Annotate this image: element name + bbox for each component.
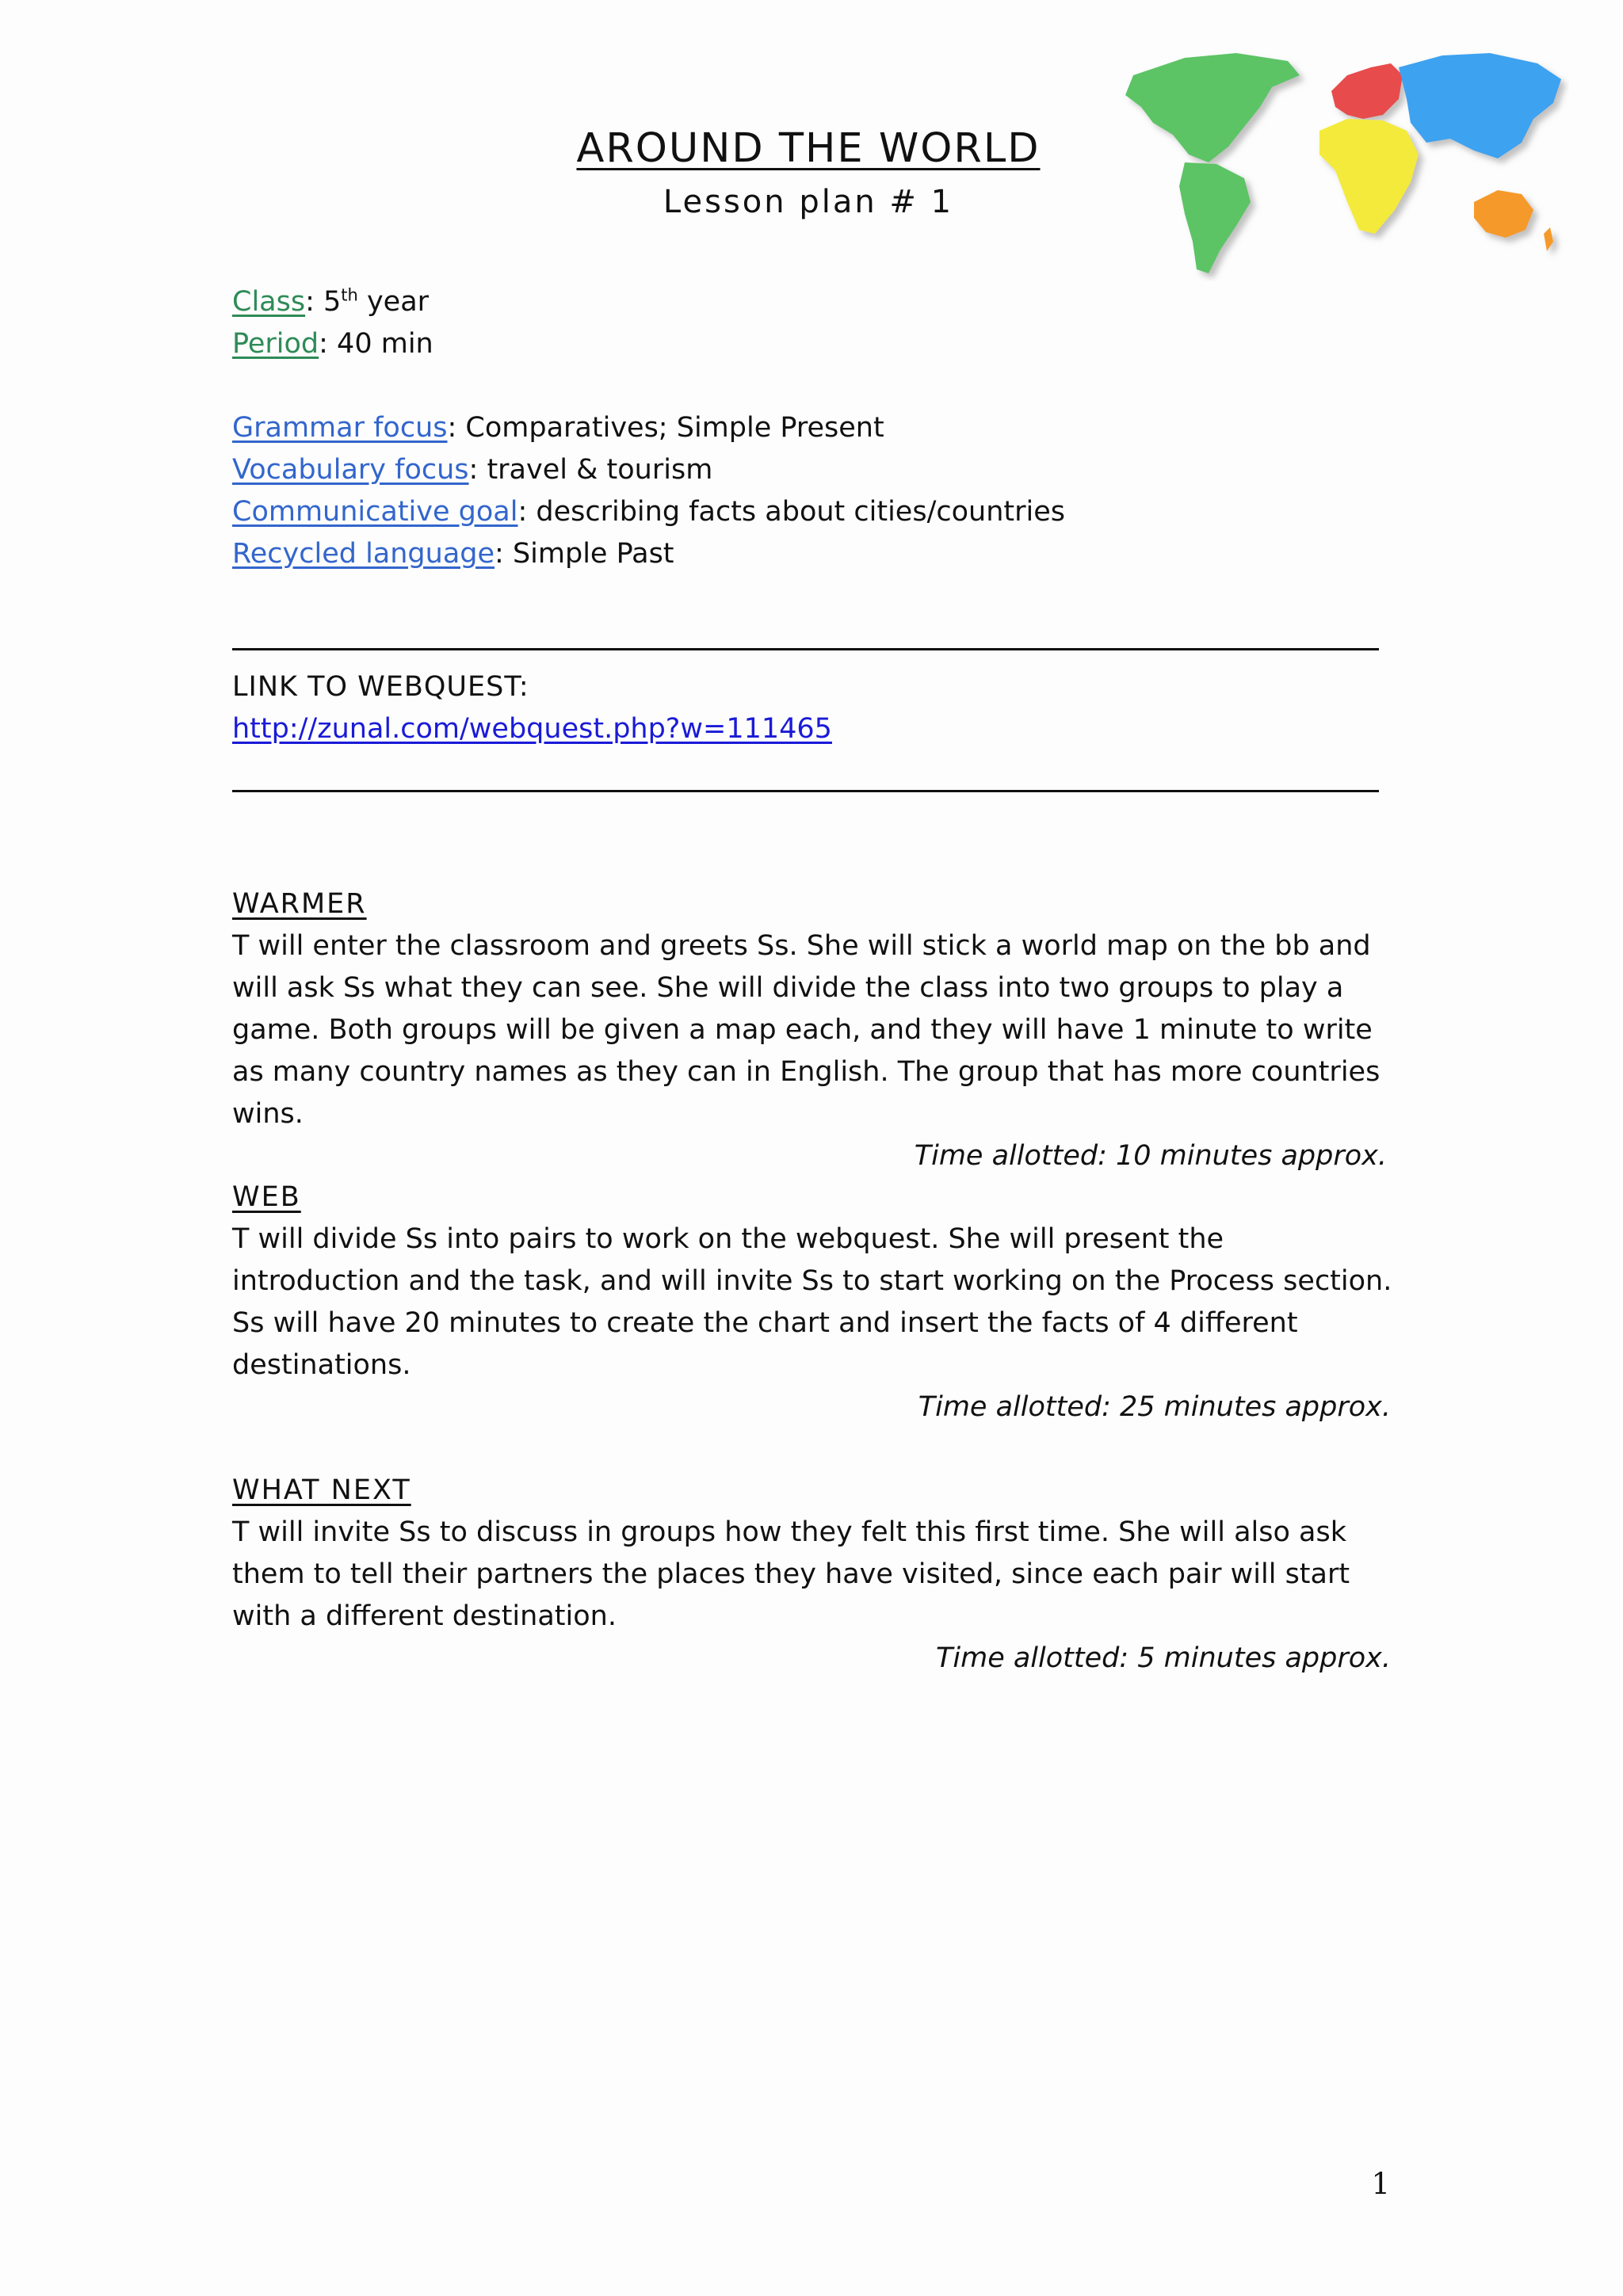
new-zealand-shape	[1544, 227, 1553, 251]
section-web	[232, 1177, 1397, 1428]
webquest-block	[232, 666, 1397, 750]
period-label: Period	[232, 328, 319, 360]
section-text: T will divide Ss into pairs to work on the webquest. She will present the introduction and the task, and will invite Ss to start working on the Process section.	[232, 1223, 1392, 1297]
focus-value: : Comparatives; Simple Present	[447, 412, 884, 444]
page-title: AROUND THE WORLD	[576, 125, 1041, 172]
focus-label: Grammar focus	[232, 412, 448, 444]
focus-value: : describing facts about cities/countries	[517, 496, 1065, 528]
focus-label: Vocabulary focus	[232, 454, 469, 486]
section-text: T will invite Ss to discuss in groups how they felt this first time. She will also ask them to tell their partners the places they have visited, since each pair will start with a different destination.	[232, 1516, 1350, 1632]
section-warmer	[232, 883, 1397, 1177]
focus-label: Recycled language	[232, 538, 495, 570]
time-allotted: Time allotted: 25 minutes approx.	[918, 1391, 1391, 1423]
focus-line	[232, 449, 1397, 491]
class-value-sup: th	[341, 285, 358, 305]
focus-value: : travel & tourism	[468, 454, 713, 486]
class-value-suffix: year	[357, 286, 430, 318]
class-value-prefix: : 5	[305, 286, 342, 318]
divider-top	[232, 648, 1379, 650]
section-text: T will enter the classroom and greets Ss. She will stick a world map on the bb and will ask Ss what they can see. She will divide the class into two groups to play a game. Both groups will be given a map each, and they will have 1 minute to write as many country names as they can in English. The group that has more countries wins.	[232, 930, 1381, 1130]
period-value: : 40 min	[319, 328, 433, 360]
class-label: Class	[232, 286, 306, 318]
focus-line	[232, 491, 1397, 533]
webquest-heading: LINK TO WEBQUEST:	[232, 671, 529, 703]
focus-list	[232, 407, 1397, 575]
page-subtitle: Lesson plan # 1	[663, 184, 954, 220]
class-info	[232, 281, 1397, 365]
europe-shape	[1331, 63, 1403, 119]
time-allotted: Time allotted: 5 minutes approx.	[936, 1642, 1391, 1674]
section-heading: WHAT NEXT	[232, 1474, 411, 1506]
section-heading: WEB	[232, 1181, 301, 1213]
class-line	[232, 281, 1397, 323]
period-line	[232, 323, 1397, 365]
page-number: 1	[1371, 2167, 1390, 2201]
section-text-2: Ss will have 20 minutes to create the chart and insert the facts of 4 different destinations.	[232, 1307, 1298, 1381]
section-heading: WARMER	[232, 888, 367, 920]
section-what-next	[232, 1470, 1397, 1680]
focus-line	[232, 533, 1397, 575]
divider-bottom	[232, 790, 1379, 792]
focus-line	[232, 407, 1397, 449]
webquest-link[interactable]: http://zunal.com/webquest.php?w=111465	[232, 713, 832, 745]
focus-value: : Simple Past	[495, 538, 674, 570]
time-allotted: Time allotted: 10 minutes approx.	[914, 1140, 1387, 1172]
focus-label: Communicative goal	[232, 496, 518, 528]
